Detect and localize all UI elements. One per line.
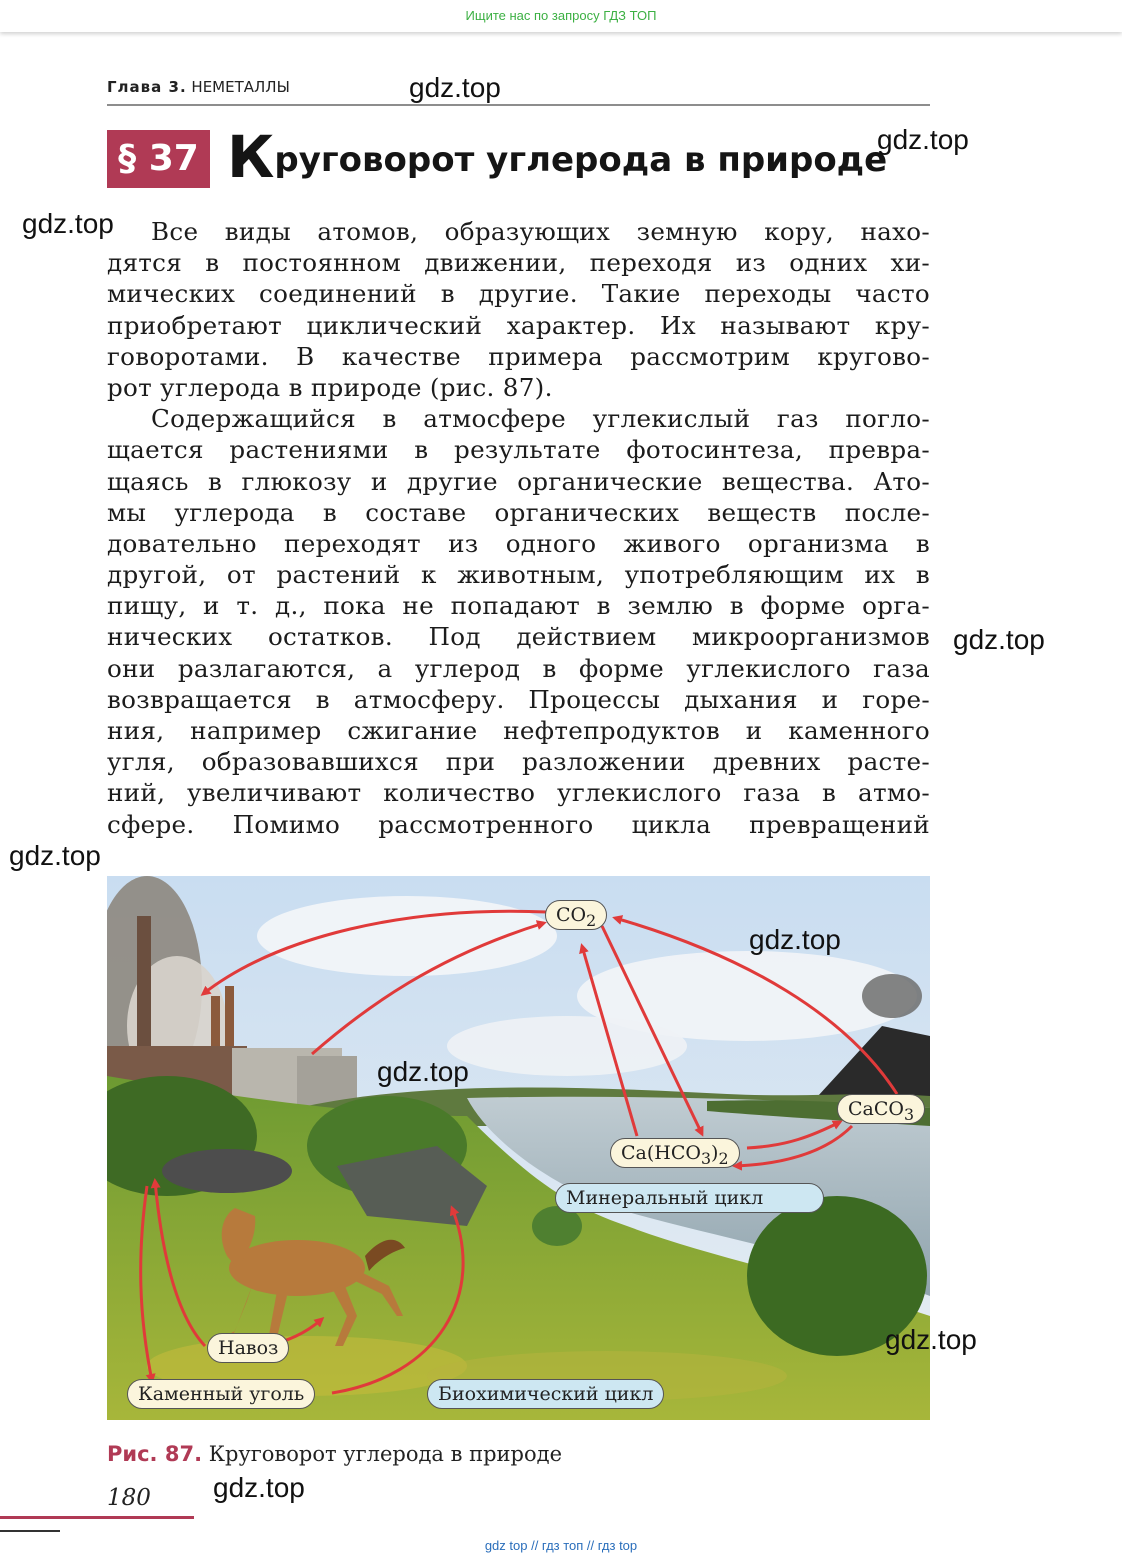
- page-number: 180: [107, 1485, 151, 1511]
- text-line: мических соединений в другие. Такие переходы часто: [107, 279, 930, 309]
- watermark: gdz.top: [953, 624, 1045, 655]
- body-text: [107, 216, 930, 840]
- text-line: Содержащийся в атмосфере углекислый газ погло-: [151, 404, 930, 434]
- section-title-rest: руговорот углерода в природе: [274, 140, 888, 180]
- figure-caption-number: Рис. 87.: [107, 1442, 203, 1466]
- text-line: дятся в постоянном движении, переходя из одних хи-: [107, 248, 930, 278]
- apartment-building: [297, 1056, 357, 1106]
- coal-label: Каменный уголь: [127, 1379, 315, 1409]
- manure-label: Навоз: [207, 1333, 289, 1363]
- mineral-cycle-label: Минеральный цикл: [555, 1183, 824, 1213]
- caco3-subscript: 3: [903, 1104, 915, 1124]
- chapter-header: [107, 78, 290, 96]
- text-line: щаясь в глюкозу и другие органические вещества. Ато-: [107, 466, 930, 496]
- section-number-badge: § 37: [107, 130, 210, 188]
- text-line: угля, образовавшихся при разложении древних расте-: [107, 747, 930, 777]
- text-line: довательно переходят из одного живого организма в: [107, 528, 930, 558]
- text-line: сфере. Помимо рассмотренного цикла превращений: [107, 809, 930, 839]
- chapter-name: НЕМЕТАЛЛЫ: [191, 78, 290, 96]
- bicarbonate-subscript: 2: [718, 1148, 729, 1168]
- text-line: ния, например сжигание нефтепродуктов и каменного: [107, 716, 930, 745]
- watermark: gdz.top: [749, 924, 841, 955]
- text-line: возвращается в атмосферу. Процессы дыхания и горе-: [107, 684, 930, 714]
- text-line: они разлагаются, а углерод в форме углекислого газа: [107, 653, 930, 683]
- cloud: [257, 896, 557, 976]
- bicarbonate-subscript: 3: [700, 1148, 712, 1168]
- text-line: мы углерода в составе органических веществ после-: [107, 497, 930, 527]
- watermark: gdz.top: [409, 72, 501, 103]
- caco3-label-text: CaCO: [848, 1098, 904, 1120]
- watermark: gdz.top: [377, 1056, 469, 1087]
- text-line: другой, от растений к животным, употребляющим их в: [107, 560, 930, 590]
- footer-accent-rule: [0, 1516, 194, 1519]
- text-line: ний, увеличивают количество углекислого газа в атмо-: [107, 778, 930, 808]
- text-line: щается растениями в результате фотосинтеза, превра-: [107, 435, 930, 465]
- figure-caption-text: Круговорот углерода в природе: [208, 1442, 562, 1466]
- watermark: gdz.top: [22, 208, 114, 239]
- chapter-label: Глава 3.: [107, 78, 187, 96]
- top-banner[interactable]: Ищите нас по запросу ГДЗ ТОП: [0, 0, 1122, 32]
- text-line: говоротами. В качестве примера рассмотрим кругово-: [107, 341, 930, 371]
- carbon-cycle-figure: [107, 876, 930, 1420]
- text-line: нических остатков. Под действием микроорганизмов: [107, 622, 930, 652]
- watermark: gdz.top: [9, 840, 101, 871]
- footer-links[interactable]: gdz top // гдз топ // гдз top: [484, 1538, 638, 1553]
- volcano-smoke: [862, 974, 922, 1018]
- section-title-first-letter: К: [227, 123, 275, 191]
- text-line: приобретают циклический характер. Их называют кру-: [107, 310, 930, 340]
- bicarbonate-text-b: ): [711, 1142, 719, 1164]
- caco3-label: [837, 1094, 925, 1124]
- bicarbonate-text-a: Ca(HCO: [621, 1142, 701, 1164]
- watermark: gdz.top: [213, 1472, 305, 1503]
- co2-label: [545, 900, 607, 930]
- text-line: рот углерода в природе (рис. 87).: [107, 372, 553, 402]
- text-line: Все виды атомов, образующих земную кору, нахо-: [151, 217, 930, 246]
- co2-subscript: 2: [586, 910, 597, 930]
- figure-caption: [107, 1442, 562, 1466]
- text-line: пищу, и т. д., пока не попадают в землю в форме орга-: [107, 591, 930, 621]
- watermark: gdz.top: [877, 124, 969, 155]
- watermark: gdz.top: [885, 1324, 977, 1355]
- footer-rule: [0, 1530, 60, 1532]
- co2-label-text: CO: [556, 904, 587, 926]
- biochemical-cycle-label: Биохимический цикл: [427, 1379, 664, 1409]
- section-title: [227, 123, 888, 191]
- coal-rocks: [162, 1149, 292, 1193]
- calcium-bicarbonate-label: [610, 1138, 740, 1168]
